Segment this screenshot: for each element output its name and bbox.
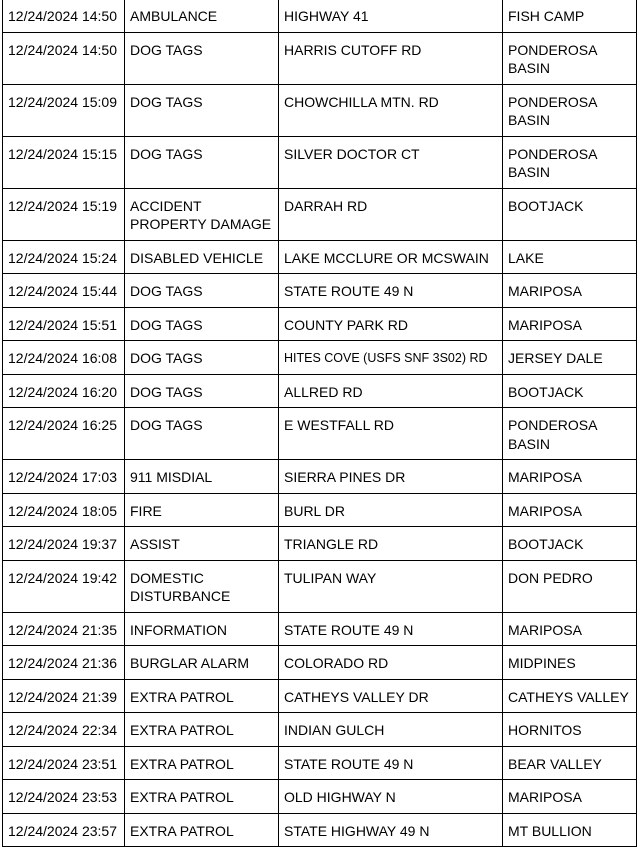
call-area-cell: BOOTJACK xyxy=(503,374,637,408)
call-type-cell: DOG TAGS xyxy=(125,341,279,375)
call-type-cell: DOG TAGS xyxy=(125,408,279,460)
call-location-cell: STATE ROUTE 49 N xyxy=(279,746,503,780)
call-location-cell: DARRAH RD xyxy=(279,188,503,240)
call-type-cell: DISABLED VEHICLE xyxy=(125,240,279,274)
call-date-cell: 12/24/2024 16:08 xyxy=(3,341,125,375)
call-location-cell: HITES COVE (USFS SNF 3S02) RD xyxy=(279,341,503,375)
call-location-cell: OLD HIGHWAY N xyxy=(279,780,503,814)
call-date-cell: 12/24/2024 15:24 xyxy=(3,240,125,274)
call-date-cell: 12/24/2024 15:15 xyxy=(3,136,125,188)
call-location-cell: CATHEYS VALLEY DR xyxy=(279,679,503,713)
call-date-cell: 12/24/2024 16:25 xyxy=(3,408,125,460)
call-date-cell: 12/24/2024 15:09 xyxy=(3,84,125,136)
call-location-cell: STATE ROUTE 49 N xyxy=(279,612,503,646)
call-area-cell: MARIPOSA xyxy=(503,307,637,341)
call-type-cell: DOG TAGS xyxy=(125,307,279,341)
call-type-cell: FIRE xyxy=(125,493,279,527)
call-type-cell: DOG TAGS xyxy=(125,32,279,84)
table-row xyxy=(3,274,637,308)
call-area-cell: PONDEROSA BASIN xyxy=(503,136,637,188)
call-location-cell: INDIAN GULCH xyxy=(279,713,503,747)
call-location-cell: STATE HIGHWAY 49 N xyxy=(279,813,503,847)
table-row xyxy=(3,713,637,747)
call-area-cell: MARIPOSA xyxy=(503,493,637,527)
call-date-cell: 12/24/2024 21:35 xyxy=(3,612,125,646)
call-area-cell: MARIPOSA xyxy=(503,612,637,646)
call-type-cell: EXTRA PATROL xyxy=(125,780,279,814)
call-area-cell: JERSEY DALE xyxy=(503,341,637,375)
call-area-cell: MIDPINES xyxy=(503,646,637,680)
call-area-cell: MARIPOSA xyxy=(503,780,637,814)
call-date-cell: 12/24/2024 14:50 xyxy=(3,32,125,84)
call-type-cell: DOG TAGS xyxy=(125,84,279,136)
call-date-cell: 12/24/2024 15:51 xyxy=(3,307,125,341)
call-location-cell: HARRIS CUTOFF RD xyxy=(279,32,503,84)
call-date-cell: 12/24/2024 22:34 xyxy=(3,713,125,747)
table-row xyxy=(3,780,637,814)
call-location-cell: ALLRED RD xyxy=(279,374,503,408)
call-area-cell: DON PEDRO xyxy=(503,560,637,612)
call-area-cell: MARIPOSA xyxy=(503,274,637,308)
call-date-cell: 12/24/2024 18:05 xyxy=(3,493,125,527)
table-row xyxy=(3,188,637,240)
call-area-cell: PONDEROSA BASIN xyxy=(503,408,637,460)
call-location-cell: SILVER DOCTOR CT xyxy=(279,136,503,188)
call-location-cell: E WESTFALL RD xyxy=(279,408,503,460)
call-area-cell: PONDEROSA BASIN xyxy=(503,32,637,84)
table-row xyxy=(3,136,637,188)
call-type-cell: DOG TAGS xyxy=(125,136,279,188)
call-location-cell: TULIPAN WAY xyxy=(279,560,503,612)
call-area-cell: LAKE xyxy=(503,240,637,274)
call-date-cell: 12/24/2024 17:03 xyxy=(3,460,125,494)
call-area-cell: BEAR VALLEY xyxy=(503,746,637,780)
call-location-cell: LAKE MCCLURE OR MCSWAIN xyxy=(279,240,503,274)
call-area-cell: PONDEROSA BASIN xyxy=(503,84,637,136)
table-row xyxy=(3,746,637,780)
call-area-cell: MARIPOSA xyxy=(503,460,637,494)
call-date-cell: 12/24/2024 23:51 xyxy=(3,746,125,780)
call-area-cell: BOOTJACK xyxy=(503,527,637,561)
call-date-cell: 12/24/2024 14:50 xyxy=(3,0,125,32)
call-type-cell: DOG TAGS xyxy=(125,374,279,408)
call-date-cell: 12/24/2024 19:42 xyxy=(3,560,125,612)
table-row xyxy=(3,408,637,460)
table-row xyxy=(3,460,637,494)
call-type-cell: EXTRA PATROL xyxy=(125,679,279,713)
call-log-body xyxy=(3,0,637,847)
call-date-cell: 12/24/2024 16:20 xyxy=(3,374,125,408)
call-location-cell: TRIANGLE RD xyxy=(279,527,503,561)
call-location-cell: SIERRA PINES DR xyxy=(279,460,503,494)
table-row xyxy=(3,374,637,408)
call-area-cell: BOOTJACK xyxy=(503,188,637,240)
call-type-cell: 911 MISDIAL xyxy=(125,460,279,494)
call-date-cell: 12/24/2024 15:19 xyxy=(3,188,125,240)
table-row xyxy=(3,84,637,136)
call-area-cell: MT BULLION xyxy=(503,813,637,847)
table-row xyxy=(3,240,637,274)
table-row xyxy=(3,813,637,847)
call-log-table xyxy=(2,0,637,847)
table-row xyxy=(3,679,637,713)
call-type-cell: AMBULANCE xyxy=(125,0,279,32)
table-row xyxy=(3,0,637,32)
table-row xyxy=(3,612,637,646)
table-row xyxy=(3,307,637,341)
call-location-cell: COUNTY PARK RD xyxy=(279,307,503,341)
table-row xyxy=(3,493,637,527)
call-area-cell: HORNITOS xyxy=(503,713,637,747)
call-location-cell: HIGHWAY 41 xyxy=(279,0,503,32)
table-row xyxy=(3,560,637,612)
call-type-cell: ASSIST xyxy=(125,527,279,561)
call-area-cell: FISH CAMP xyxy=(503,0,637,32)
call-type-cell: INFORMATION xyxy=(125,612,279,646)
call-location-cell: STATE ROUTE 49 N xyxy=(279,274,503,308)
call-date-cell: 12/24/2024 15:44 xyxy=(3,274,125,308)
call-date-cell: 12/24/2024 23:57 xyxy=(3,813,125,847)
call-date-cell: 12/24/2024 21:36 xyxy=(3,646,125,680)
call-location-cell: BURL DR xyxy=(279,493,503,527)
call-area-cell: CATHEYS VALLEY xyxy=(503,679,637,713)
call-type-cell: EXTRA PATROL xyxy=(125,746,279,780)
call-type-cell: DOG TAGS xyxy=(125,274,279,308)
call-type-cell: EXTRA PATROL xyxy=(125,813,279,847)
call-location-cell: COLORADO RD xyxy=(279,646,503,680)
call-type-cell: ACCIDENT PROPERTY DAMAGE xyxy=(125,188,279,240)
table-row xyxy=(3,341,637,375)
call-type-cell: BURGLAR ALARM xyxy=(125,646,279,680)
call-type-cell: DOMESTIC DISTURBANCE xyxy=(125,560,279,612)
call-type-cell: EXTRA PATROL xyxy=(125,713,279,747)
call-date-cell: 12/24/2024 19:37 xyxy=(3,527,125,561)
call-location-cell: CHOWCHILLA MTN. RD xyxy=(279,84,503,136)
table-row xyxy=(3,646,637,680)
call-date-cell: 12/24/2024 21:39 xyxy=(3,679,125,713)
table-row xyxy=(3,32,637,84)
call-date-cell: 12/24/2024 23:53 xyxy=(3,780,125,814)
table-row xyxy=(3,527,637,561)
